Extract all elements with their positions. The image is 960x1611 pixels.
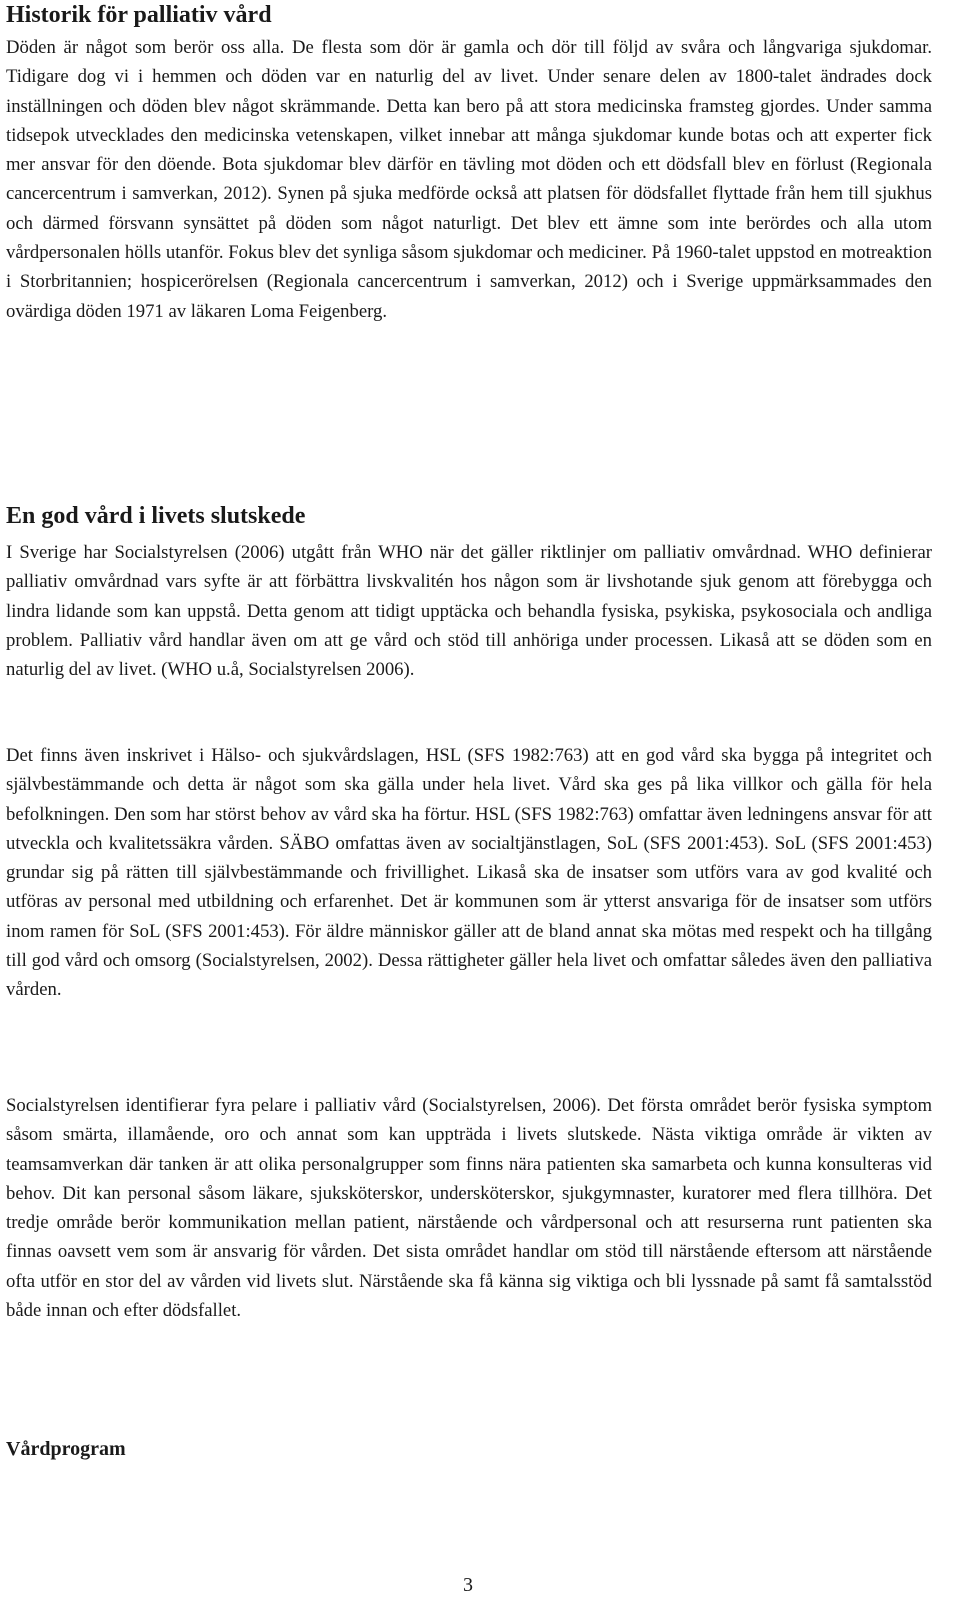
paragraph-fyra-pelare: Socialstyrelsen identifierar fyra pelare i palliativ vård (Socialstyrelsen, 2006). Det första området berör fysiska symptom såsom smärta, illamående, oro och annat som kan uppträda i livets slutskede. Nästa viktiga område är vikten av teamsamverkan där tanken är att olika personalgrupper som finns nära patienten ska samarbeta och kunna konsulteras vid behov. Dit kan personal såsom läkare, sjuksköterskor, undersköterskor, sjukgymnaster, kuratorer med flera tillhöra. Det tredje område berör kommunikation mellan patient, närstående och vårdpersonal och att resurserna runt patienten ska finnas oavsett vem som är ansvarig för vården. Det sista området handlar om stöd till närstående eftersom att närstående ofta utför en stor del av vården vid livets slut. Närstående ska få känna sig viktiga och bli lyssnade på samt få samtalsstöd både innan och efter dödsfallet. [6,1095,932,1322]
paragraph-who: I Sverige har Socialstyrelsen (2006) utgått från WHO när det gäller riktlinjer om palliativ omvårdnad. WHO definierar palliativ omvårdnad vars syfte är att förbättra livskvalitén hos någon som är livshotande sjuk genom att förebygga och lindra lidande som kan uppstå. Detta genom att tidigt upptäcka och behandla fysiska, psykiska, psykosociala och andliga problem. Palliativ vård handlar även om att ge vård och stöd till anhöriga under processen. Likaså att se döden som en naturlig del av livet. (WHO u.å, Socialstyrelsen 2006). [6,542,932,681]
page-content [6,0,932,1460]
paragraph-historik: Döden är något som berör oss alla. De flesta som dör är gamla och dör till följd av svåra och långvariga sjukdomar. Tidigare dog vi i hemmen och döden var en naturlig del av livet. Under senare delen av 1800-talet ändrades dock inställningen och döden blev något skrämmande. Detta kan bero på att stora medicinska framsteg gjordes. Under samma tidsepok utvecklades den medicinska vetenskapen, vilket innebar att många sjukdomar kunde botas och att experter fick mer ansvar för den döende. Bota sjukdomar blev därför en tävling mot döden och ett dödsfall blev en förlust (Regionala cancercentrum i samverkan, 2012). Synen på sjuka medförde också att platsen för dödsfallet flyttade från hem till sjukhus och därmed försvann synsättet på döden som något naturligt. Det blev ett ämne som inte berördes och alla utom vårdpersonalen hölls utanför. Fokus blev det synliga såsom sjukdomar och mediciner. På 1960-talet uppstod en motreaktion i Storbritannien; hospicerörelsen (Regionala cancercentrum i samverkan, 2012) och i Sverige uppmärksammades den ovärdiga döden 1971 av läkaren Loma Feigenberg. [6,37,932,322]
paragraph-hsl: Det finns även inskrivet i Hälso- och sjukvårdslagen, HSL (SFS 1982:763) att en god vård ska bygga på integritet och självbestämmande och detta är något som ska gälla under hela livet. Vård ska ges på lika villkor och gälla för hela befolkningen. Den som har störst behov av vård ska ha förtur. HSL (SFS 1982:763) omfattar även ledningens ansvar för att utveckla och kvalitetssäkra vården. SÄBO omfattas även av socialtjänstlagen, SoL (SFS 2001:453). SoL (SFS 2001:453) grundar sig på rätten till självbestämmande och frivillighet. Likaså ska de insatser som utförs vara av god kvalité och utföras av personal med utbildning och erfarenhet. Det är kommunen som är ytterst ansvariga för de insatser som utförs inom ramen för SoL (SFS 2001:453). För äldre människor gäller att de bland annat ska mötas med respekt och ha tillgång till god vård och omsorg (Socialstyrelsen, 2002). Dessa rättigheter gäller hela livet och omfattar således även den palliativa vården. [6,745,932,1001]
heading-vardprogram: Vårdprogram [6,1438,126,1460]
heading-god-vard: En god vård i livets slutskede [6,503,306,529]
heading-historik: Historik för palliativ vård [6,2,272,28]
page-number: 3 [463,1574,473,1596]
